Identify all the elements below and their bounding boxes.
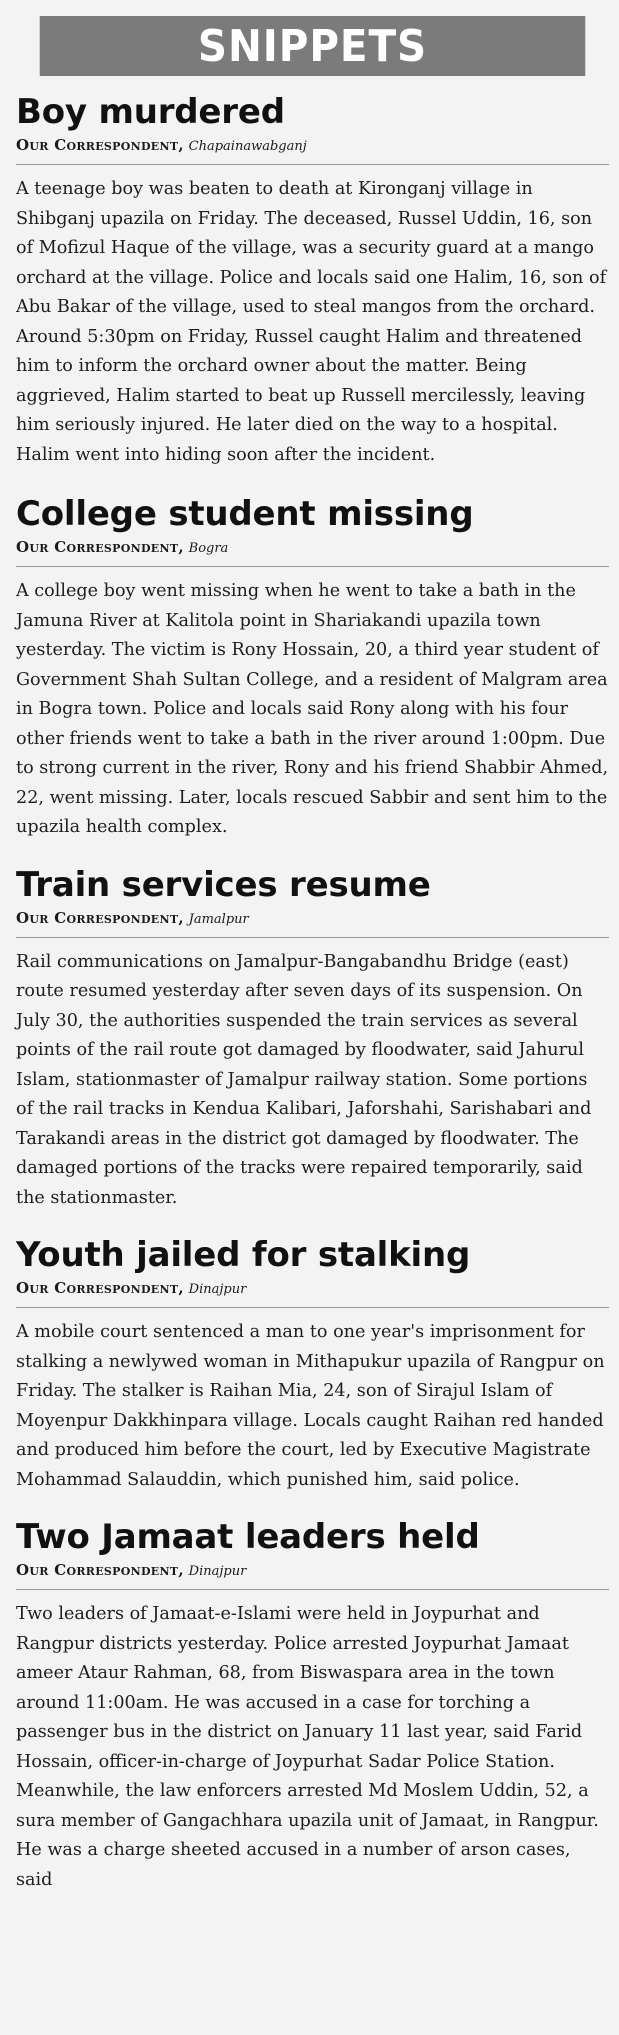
byline-place: Jamalpur: [188, 911, 249, 927]
story-headline: College student missing: [16, 494, 474, 534]
byline-correspondent: Our Correspondent,: [16, 136, 184, 154]
story-college-student-missing: [16, 492, 609, 843]
byline-place: Chapainawabganj: [188, 139, 307, 154]
masthead-title: SNIPPETS: [197, 20, 428, 72]
story-body: Rail communications on Jamalpur-Bangabandhu Bridge (east) route resumed yesterday after seven days of its suspension. On July 30, the authorities suspended the train services as several points of the rail route got damaged by floodwater, said Jahurul Islam, stationmaster of Jamalpur railway station. Some portions of the rail tracks in Kendua Kalibari, Jaforshahi, Sarishabari and Tarakandi areas in the district got damaged by floodwater. The damaged portions of the tracks were repaired temporarily, said the stationmaster.: [16, 951, 592, 1208]
story-byline: [16, 1279, 609, 1308]
story-jamaat-leaders-held: [16, 1515, 609, 1895]
story-headline: Boy murdered: [16, 92, 285, 132]
story-body: A teenage boy was beaten to death at Kironganj village in Shibganj upazila on Friday. The deceased, Russel Uddin, 16, son of Mofizul Haque of the village, was a security guard at a mango orchard at the village. Police and locals said one Halim, 16, son of Abu Bakar of the village, used to steal mangos from the orchard. Around 5:30pm on Friday, Russel caught Halim and threatened him to inform the orchard owner about the matter. Being aggrieved, Halim started to beat up Russell mercilessly, leaving him seriously injured. He later died on the way to a hospital. Halim went into hiding soon after the incident.: [16, 179, 607, 465]
story-train-services-resume: [16, 863, 609, 1214]
story-body: A mobile court sentenced a man to one year's imprisonment for stalking a newlywed woman in Mithapukur upazila of Rangpur on Friday. The stalker is Raihan Mia, 24, son of Sirajul Islam of Moyenpur Dakkhinpara village. Locals caught Raihan red handed and produced him before the court, led by Executive Magistrate Mohammad Salauddin, which punished him, said police.: [16, 1322, 605, 1490]
byline-place: Dinajpur: [188, 1282, 247, 1297]
story-body: Two leaders of Jamaat-e-Islami were held in Joypurhat and Rangpur districts yesterday. Police arrested Joypurhat Jamaat ameer Ataur Rahman, 68, from Biswaspara area in the town around 11:00am. He was accused in a case for torching a passenger bus in the district on January 11 last year, said Farid Hossain, officer-in-charge of Joypurhat Sadar Police Station. Meanwhile, the law enforcers arrested Md Moslem Uddin, 52, a sura member of Gangachhara upazila unit of Jamaat, in Rangpur. He was a charge sheeted accused in a number of arson cases, said: [16, 1604, 599, 1890]
byline-correspondent: Our Correspondent,: [16, 538, 184, 556]
story-headline: Youth jailed for stalking: [16, 1235, 471, 1275]
story-body: A college boy went missing when he went to take a bath in the Jamuna River at Kalitola point in Shariakandi upazila town yesterday. The victim is Rony Hossain, 20, a third year student of Government Shah Sultan College, and a resident of Malgram area in Bogra town. Police and locals said Rony along with his four other friends went to take a bath in the river around 1:00pm. Due to strong current in the river, Rony and his friend Shabbir Ahmed, 22, went missing. Later, locals rescued Sabbir and sent him to the upazila health complex.: [16, 581, 609, 837]
section-masthead: [40, 16, 586, 76]
story-boy-murdered: [16, 90, 609, 470]
byline-place: Bogra: [188, 541, 229, 556]
byline-correspondent: Our Correspondent,: [16, 1279, 184, 1297]
story-headline: Train services resume: [16, 864, 431, 905]
byline-correspondent: Our Correspondent,: [16, 1561, 184, 1579]
story-byline: [16, 538, 609, 567]
story-byline: [16, 1561, 609, 1590]
byline-place: Dinajpur: [188, 1564, 247, 1579]
story-youth-jailed: [16, 1233, 609, 1495]
story-headline: Two Jamaat leaders held: [16, 1517, 480, 1557]
story-byline: [16, 136, 609, 165]
story-byline: [16, 909, 609, 938]
byline-correspondent: Our Correspondent,: [16, 908, 184, 927]
